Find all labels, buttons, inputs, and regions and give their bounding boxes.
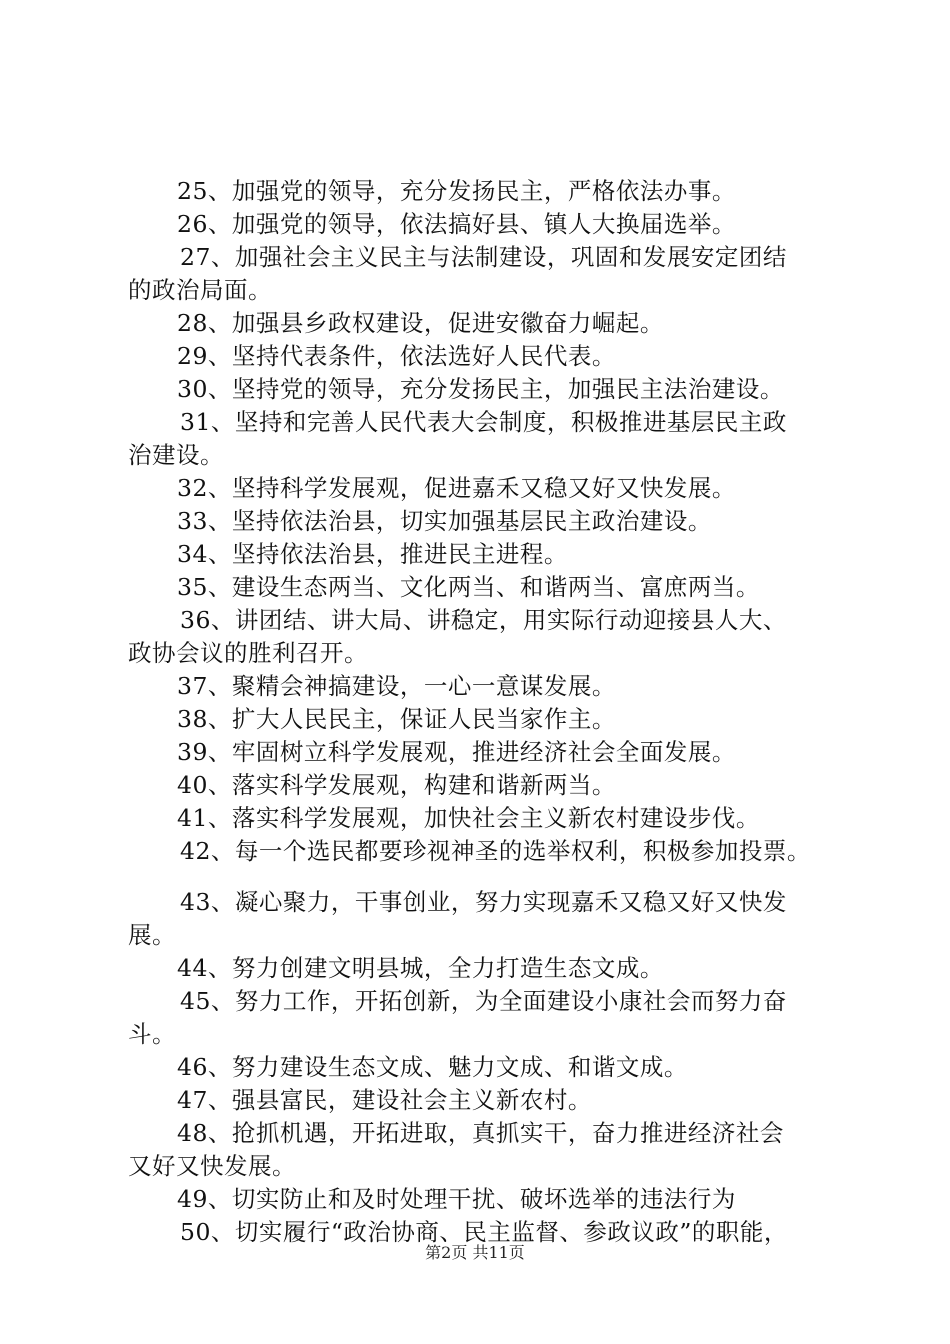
text-line: 44、努力创建文明县城，全力打造生态文成。 — [177, 954, 664, 982]
text-line: 治建设。 — [128, 441, 224, 469]
document-body — [128, 175, 838, 1249]
text-line: 30、坚持党的领导，充分发扬民主，加强民主法治建设。 — [177, 375, 784, 403]
text-line: 36、讲团结、讲大局、讲稳定，用实际行动迎接县人大、 — [180, 606, 787, 634]
text-line: 48、抢抓机遇，开拓进取，真抓实干，奋力推进经济社会 — [177, 1119, 784, 1147]
text-line: 28、加强县乡政权建设，促进安徽奋力崛起。 — [177, 309, 664, 337]
text-line: 46、努力建设生态文成、魅力文成、和谐文成。 — [177, 1053, 688, 1081]
text-line: 50、切实履行“政治协商、民主监督、参政议政”的职能， — [180, 1218, 788, 1246]
text-line: 斗。 — [128, 1020, 176, 1048]
text-line: 29、坚持代表条件，依法选好人民代表。 — [177, 342, 616, 370]
page-number-footer: 第2页 共11页 — [425, 1243, 525, 1262]
text-line: 40、落实科学发展观，构建和谐新两当。 — [177, 771, 616, 799]
text-line: 32、坚持科学发展观，促进嘉禾又稳又好又快发展。 — [177, 474, 736, 502]
text-line: 37、聚精会神搞建设，一心一意谋发展。 — [177, 672, 616, 700]
text-line: 43、凝心聚力，干事创业，努力实现嘉禾又稳又好又快发 — [180, 888, 787, 916]
text-line: 35、建设生态两当、文化两当、和谐两当、富庶两当。 — [177, 573, 760, 601]
text-line: 42、每一个选民都要珍视神圣的选举权利，积极参加投票。 — [180, 837, 811, 865]
text-line: 又好又快发展。 — [128, 1152, 296, 1180]
text-line: 25、加强党的领导，充分发扬民主，严格依法办事。 — [177, 177, 736, 205]
text-line: 政协会议的胜利召开。 — [128, 639, 368, 667]
text-line: 33、坚持依法治县，切实加强基层民主政治建设。 — [177, 507, 712, 535]
text-line: 38、扩大人民民主，保证人民当家作主。 — [177, 705, 616, 733]
text-line: 47、强县富民，建设社会主义新农村。 — [177, 1086, 592, 1114]
text-line: 34、坚持依法治县，推进民主进程。 — [177, 540, 568, 568]
text-line: 39、牢固树立科学发展观，推进经济社会全面发展。 — [177, 738, 736, 766]
text-line: 49、切实防止和及时处理干扰、破坏选举的违法行为 — [177, 1185, 736, 1213]
text-line: 31、坚持和完善人民代表大会制度，积极推进基层民主政 — [180, 408, 787, 436]
text-line: 的政治局面。 — [128, 276, 272, 304]
text-line: 27、加强社会主义民主与法制建设，巩固和发展安定团结 — [180, 243, 787, 271]
text-line: 26、加强党的领导，依法搞好县、镇人大换届选举。 — [177, 210, 736, 238]
paragraph-gap — [128, 868, 838, 886]
text-line: 展。 — [128, 921, 176, 949]
text-line: 41、落实科学发展观，加快社会主义新农村建设步伐。 — [177, 804, 760, 832]
text-line: 45、努力工作，开拓创新，为全面建设小康社会而努力奋 — [180, 987, 787, 1015]
